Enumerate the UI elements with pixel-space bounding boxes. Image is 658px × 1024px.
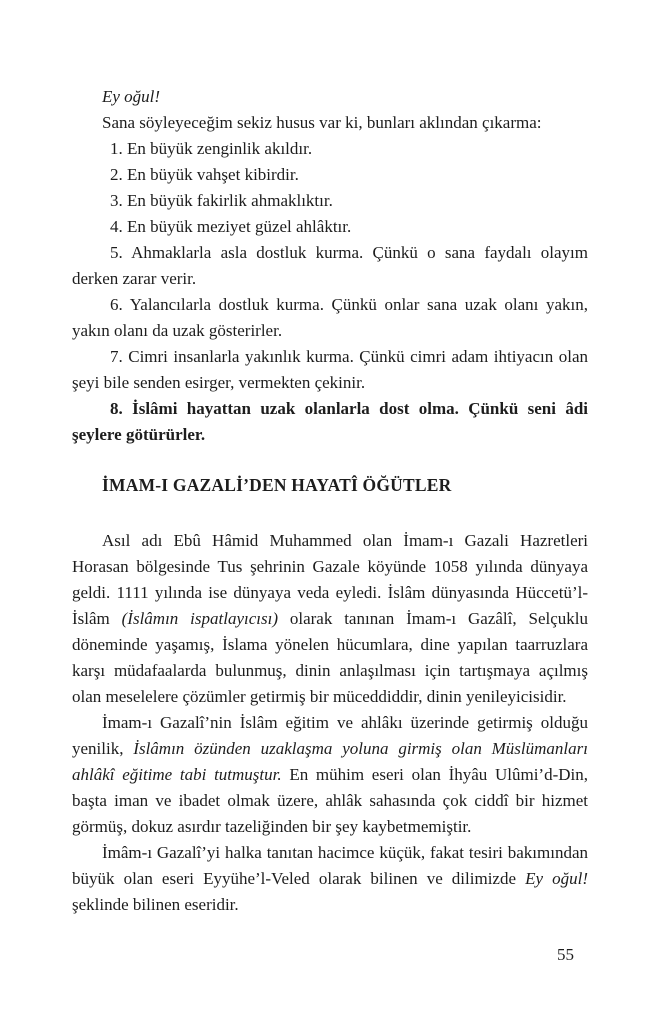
advice-item-8-bold: 8. İslâmi hayattan uzak olanlarla dost olma. Çünkü seni âdi şeylere götürürler. xyxy=(72,399,588,444)
bio-paragraph-3-text: İmâm-ı Gazalî’yi halka tanıtan hacimce küçük, fakat tesiri bakımından büyük olan eseri Eyyühe’l-Veled olarak bilinen ve dilimizde xyxy=(72,843,588,888)
bio-paragraph-1-italic: (İslâmın ispatlayıcısı) xyxy=(121,609,278,628)
bio-paragraph-2 xyxy=(72,710,588,840)
advice-lead: Sana söyleyeceğim sekiz husus var ki, bunları aklından çıkarma: xyxy=(102,113,542,132)
page-number: 55 xyxy=(557,945,574,964)
bio-paragraph-3 xyxy=(72,840,588,918)
bio-paragraph-2-text-2: En mühim eseri olan İhyâu Ulûmi’d-Din, başta iman ve ibadet olmak üzere, ahlâk sahasında çok ciddî bir hizmet görmüş, dokuz asırdır tazeliğinden bir şey kaybetmemiştir. xyxy=(72,765,588,836)
advice-item-2: 2. En büyük vahşet kibirdir. xyxy=(110,165,299,184)
salutation-line: Ey oğul! xyxy=(102,87,161,106)
bio-paragraph-3-italic: Ey oğul! xyxy=(525,869,588,888)
advice-item-5: 5. Ahmaklarla asla dostluk kurma. Çünkü o sana faydalı olayım derken zarar verir. xyxy=(72,243,588,288)
advice-item-4: 4. En büyük meziyet güzel ahlâktır. xyxy=(110,217,352,236)
page-text xyxy=(72,84,588,918)
bio-paragraph-3-text-2: şeklinde bilinen eseridir. xyxy=(72,895,239,914)
advice-item-7: 7. Cimri insanlarla yakınlık kurma. Çünkü cimri adam ihtiyacın olan şeyi bile senden esirger, vermekten çekinir. xyxy=(72,347,588,392)
advice-item-3: 3. En büyük fakirlik ahmaklıktır. xyxy=(110,191,333,210)
section-heading: İMAM-I GAZALİ’DEN HAYATÎ ÖĞÜTLER xyxy=(102,475,452,495)
advice-item-6: 6. Yalancılarla dostluk kurma. Çünkü onlar sana uzak olanı yakın, yakın olanı da uzak gösterirler. xyxy=(72,295,588,340)
bio-paragraph-2-italic: İslâmın özünden uzaklaşma yoluna girmiş olan Müslümanları ahlâkî eğitime tabi tutmuştur. xyxy=(72,739,588,784)
advice-item-1: 1. En büyük zenginlik akıldır. xyxy=(110,139,313,158)
bio-paragraph-2-text: İmam-ı Gazalî’nin İslâm eğitim ve ahlâkı üzerinde getirmiş olduğu yenilik, xyxy=(72,713,588,758)
bio-paragraph-1-text: Asıl adı Ebû Hâmid Muhammed olan İmam-ı Gazali Hazretleri Horasan bölgesinde Tus şehrinin Gazale köyünde 1058 yılında dünyaya geldi. 1111 yılında ise dünyaya veda eyledi. İslâm dünyasında Hüccetü’l-İslâm xyxy=(72,531,588,628)
bio-paragraph-1-text-2: olarak tanınan İmam-ı Gazâlî, Selçuklu döneminde yaşamış, İslama yönelen hücumlara, dine yapılan taarruzlara karşı müdafaalarda bulunmuş, dinin anlaşılması için tartışmaya açılmış olan meselelere çözümler getirmiş bir müceddiddir, dinin yenileyicisidir. xyxy=(72,609,588,706)
bio-paragraph-1 xyxy=(72,528,588,710)
